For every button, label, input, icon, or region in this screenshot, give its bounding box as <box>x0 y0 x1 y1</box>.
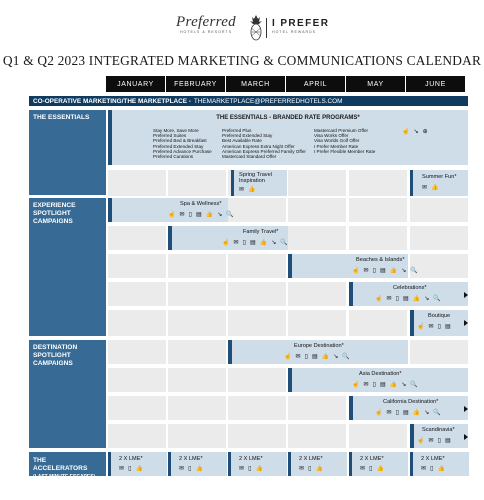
calendar-cell <box>228 424 286 448</box>
channel-icons: ✉ ▯ 👍 <box>421 466 447 472</box>
calendar-cell <box>288 170 346 196</box>
calendar-cell <box>168 282 226 306</box>
coop-marketing-bar <box>29 96 468 106</box>
lme-cell-march <box>228 452 287 476</box>
bar-edge <box>349 396 353 420</box>
lme-label: 2 X LME* <box>360 456 384 462</box>
campaign-title: Beaches & Islands* <box>356 257 405 263</box>
channel-icons: ☝ ✉ ▯ ▤ 👍 ↘ 🔍 <box>168 212 236 218</box>
rate-program: American Express Preferred Family Offer <box>222 148 306 154</box>
rate-program: Preferred Suites <box>153 133 187 139</box>
section-destination-label: DESTINATION SPOTLIGHT CAMPAIGNS <box>33 344 78 367</box>
channel-icons: ☝ ✉ ▯ ▤ <box>417 324 452 330</box>
continues-arrow-icon <box>464 292 468 298</box>
bar-edge <box>349 452 352 476</box>
section-destination <box>29 340 106 448</box>
calendar-cell <box>168 396 226 420</box>
month-june: JUNE <box>406 76 465 92</box>
channel-icons: ☝ ↘ ⊕ <box>402 129 429 135</box>
channel-icons: ✉ 👍 <box>239 187 257 193</box>
calendar-cell <box>228 310 286 336</box>
campaign-bar-family-travel <box>168 226 288 250</box>
essentials-rate-programs-bar <box>108 110 468 165</box>
calendar-cell <box>108 368 166 392</box>
rate-program: Preferred Bed & Breakfast <box>153 138 207 144</box>
calendar-cell <box>228 198 286 222</box>
calendar-cell <box>349 424 407 448</box>
calendar-cell <box>108 254 166 278</box>
summer-title: Summer Fun* <box>422 174 457 180</box>
bar-edge <box>349 282 353 306</box>
calendar-cell <box>108 226 166 250</box>
calendar-cell <box>168 310 226 336</box>
header-logos <box>0 14 484 44</box>
calendar-cell <box>349 310 407 336</box>
continues-arrow-icon <box>464 434 468 440</box>
calendar-cell <box>108 340 166 364</box>
rate-program: Mastercard Premium Offer <box>314 128 369 133</box>
campaign-bar-celebrations <box>349 282 468 306</box>
campaign-title: Family Travel* <box>243 229 279 235</box>
campaign-bar-boutique <box>410 310 468 336</box>
calendar-cell <box>288 226 346 250</box>
campaign-bar-asia-destination <box>288 368 468 392</box>
calendar-cell <box>108 396 166 420</box>
bar-edge <box>410 170 413 196</box>
channel-icons: ✉ 👍 <box>422 185 440 191</box>
bar-edge <box>228 340 232 364</box>
preferred-logo-subtext: HOTELS & RESORTS <box>179 30 233 34</box>
channel-icons: ✉ ▯ 👍 <box>119 466 145 472</box>
month-header-row <box>106 76 466 92</box>
bar-edge <box>108 198 112 222</box>
spring-travel-inspiration-bar <box>231 170 287 196</box>
channel-icons: ☝ ✉ ▯ ▤ 👍 ↘ 🔍 <box>375 296 443 302</box>
bar-edge <box>288 254 292 278</box>
channel-icons: ✉ ▯ 👍 <box>179 466 205 472</box>
rate-program: Preferred Plus <box>222 128 252 133</box>
channel-icons: ☝ ✉ ▯ ▤ 👍 ↘ 🔍 <box>284 354 352 360</box>
lme-label: 2 X LME* <box>299 456 323 462</box>
rate-program: Preferred Curations <box>153 154 194 160</box>
campaign-bar-scandinavia <box>410 424 468 448</box>
campaign-bar-spa-wellness <box>108 198 236 222</box>
essentials-col-1 <box>153 128 212 159</box>
channel-icons: ☝ ✉ ▯ ▤ 👍 ↘ 🔍 <box>222 240 290 246</box>
bar-edge <box>228 452 231 476</box>
calendar-cell <box>288 396 346 420</box>
calendar-cell <box>108 282 166 306</box>
calendar-cell <box>228 368 286 392</box>
lme-label: 2 X LME* <box>239 456 263 462</box>
campaign-title: Spa & Wellness* <box>180 201 222 207</box>
lme-label: 2 X LME* <box>119 456 143 462</box>
calendar-cell <box>228 254 286 278</box>
month-january: JANUARY <box>106 76 165 92</box>
campaign-title: Asia Destination* <box>359 371 402 377</box>
channel-icons: ☝ ✉ ▯ ▤ 👍 ↘ 🔍 <box>352 268 420 274</box>
lme-cell-may <box>349 452 408 476</box>
bar-edge <box>168 452 171 476</box>
calendar-cell <box>349 226 407 250</box>
campaign-title: Scandinavia* <box>422 427 455 433</box>
iprefer-logo <box>272 18 332 34</box>
bar-edge <box>410 452 413 476</box>
section-accelerators-sublabel: (LAST MINUTE ESCAPES) <box>33 474 96 480</box>
rate-program: Stay More, Save More <box>153 128 199 133</box>
bar-edge <box>168 226 172 250</box>
campaign-title: Europe Destination* <box>294 343 344 349</box>
essentials-title: THE ESSENTIALS - BRANDED RATE PROGRAMS* <box>216 115 360 121</box>
coop-email-link[interactable]: THEMARKETPLACE@PREFERREDHOTELS.COM <box>193 97 343 105</box>
calendar-cell <box>349 170 407 196</box>
calendar-cell <box>228 282 286 306</box>
month-may: MAY <box>346 76 405 92</box>
section-accelerators-label: THE ACCELERATORS <box>33 457 88 472</box>
rate-program: American Express Extra Night Offer <box>222 143 295 149</box>
bar-edge <box>288 452 291 476</box>
calendar-cell <box>168 340 226 364</box>
coop-label: CO-OPERATIVE MARKETING/THE MARKETPLACE - <box>33 97 191 105</box>
spring-title: Spring Travel Inspiration <box>239 172 272 184</box>
bar-edge <box>410 310 414 336</box>
calendar-cell <box>108 310 166 336</box>
bar-edge <box>108 452 111 476</box>
calendar-cell <box>410 226 468 250</box>
rate-program: Visa Worlds Golf Offer <box>314 138 360 144</box>
calendar-cell <box>168 424 226 448</box>
preferred-logo <box>163 14 249 34</box>
rate-program: Visa Works Offer <box>314 133 349 139</box>
lme-label: 2 X LME* <box>421 456 445 462</box>
rate-program: I Prefer Flexible Member Rate <box>314 148 376 154</box>
lme-label: 2 X LME* <box>179 456 203 462</box>
iprefer-logo-subtext: HOTEL REWARDS <box>272 30 317 34</box>
bar-edge <box>410 424 414 448</box>
rate-program: Preferred Advance Purchase <box>153 148 212 154</box>
campaign-bar-europe-destination <box>228 340 408 364</box>
calendar-cell <box>410 254 468 278</box>
channel-icons: ☝ ✉ ▯ ▤ 👍 ↘ 🔍 <box>375 410 443 416</box>
iprefer-logo-text: I PREFER <box>272 18 330 29</box>
campaign-title: California Destination* <box>383 399 439 405</box>
summer-fun-bar <box>410 170 468 196</box>
rate-program: I Prefer Member Rate <box>314 143 359 149</box>
section-accelerators <box>29 452 106 480</box>
campaign-title: Boutique <box>428 313 451 319</box>
channel-icons: ✉ ▯ 👍 <box>360 466 386 472</box>
rate-program: Preferred Extended Stay <box>222 133 273 139</box>
bar-edge <box>231 170 234 196</box>
section-essentials <box>29 110 106 195</box>
calendar-cell <box>349 198 407 222</box>
month-march: MARCH <box>226 76 285 92</box>
section-experience-label: EXPERIENCE SPOTLIGHT CAMPAIGNS <box>33 202 76 225</box>
lme-cell-february <box>168 452 227 476</box>
calendar-cell <box>108 424 166 448</box>
rate-program: Mastercard Standard Offer <box>222 154 277 160</box>
continues-arrow-icon <box>464 406 468 412</box>
section-essentials-label: THE ESSENTIALS <box>33 114 90 121</box>
calendar-cell <box>288 282 346 306</box>
campaign-bar-california-destination <box>349 396 468 420</box>
calendar-cell <box>168 368 226 392</box>
calendar-cell <box>288 424 346 448</box>
bar-edge <box>288 368 292 392</box>
calendar-cell <box>228 396 286 420</box>
rate-program: Preferred Extended Stay <box>153 143 204 149</box>
page-title: Q1 & Q2 2023 INTEGRATED MARKETING & COMMUNICATIONS CALENDAR <box>2 53 482 68</box>
channel-icons: ✉ ▯ 👍 <box>299 466 325 472</box>
campaign-title: Celebrations* <box>393 285 427 291</box>
lme-cell-june <box>410 452 469 476</box>
channel-icons: ☝ ✉ ▯ ▤ <box>417 438 452 444</box>
calendar-cell <box>108 170 166 196</box>
lme-cell-april <box>288 452 347 476</box>
rate-program: Best Available Rate <box>222 138 262 144</box>
month-april: APRIL <box>286 76 345 92</box>
month-february: FEBRUARY <box>166 76 225 92</box>
continues-arrow-icon <box>464 320 468 326</box>
channel-icons: ✉ ▯ 👍 <box>239 466 265 472</box>
calendar-cell <box>410 198 468 222</box>
logo-divider <box>266 18 267 38</box>
calendar-cell <box>168 254 226 278</box>
preferred-logo-text: Preferred <box>176 14 236 30</box>
calendar-cell <box>288 310 346 336</box>
essentials-col-2 <box>222 128 306 159</box>
lme-cell-january <box>108 452 167 476</box>
calendar-cell <box>288 198 346 222</box>
calendar-cell <box>168 170 226 196</box>
section-experience <box>29 198 106 336</box>
essentials-col-3 <box>314 128 375 154</box>
pineapple-icon <box>248 14 264 42</box>
calendar-cell <box>410 340 468 364</box>
campaign-bar-beaches-islands <box>288 254 420 278</box>
channel-icons: ☝ ✉ ▯ ▤ 👍 ↘ 🔍 <box>352 382 420 388</box>
